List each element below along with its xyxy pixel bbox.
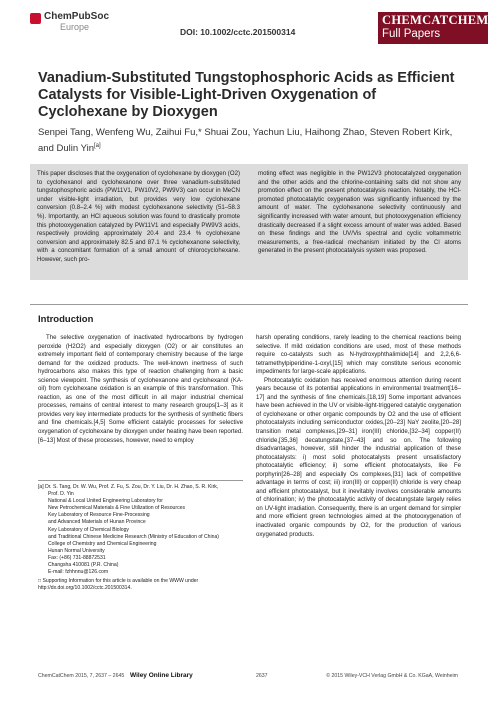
affiliation-line: E-mail: fzhhnnu@126.com: [48, 569, 109, 576]
affiliation-line: Hunan Normal University: [48, 547, 105, 554]
abstract-box: [30, 164, 468, 280]
doi-text[interactable]: DOI: 10.1002/cctc.201500314: [180, 27, 296, 37]
journal-banner: [378, 12, 488, 44]
affiliation-line: and Advanced Materials of Hunan Province: [48, 519, 146, 526]
authors-text: Senpei Tang, Wenfeng Wu, Zaihui Fu,* Shuai Zou, Yachun Liu, Haihong Zhao, Steven Robert Kirk, and Dulin Yin: [38, 127, 453, 154]
body-right-column: [256, 334, 461, 539]
intro-paragraph: Photocatalytic oxidation has received enormous attention during recent years because of its potential applications in environmental treatment[16–17] and the synthesis of fine chemicals.[18,19] Some important advances have been achieved in the UV or visible-light-triggered catalytic oxygenation of cyclohexane or other organic compounds by O2 and the use of efficient photocatalysts including semiconductor oxides,[20–23] NaY zeolite,[20–28] transition metal complexes,[29–31] iron(III) chloride,[32–34] copper(II) chloride,[35,36] decatungstate,[37–43] and so on. The following disadvantages, however, still hinder the industrial application of these photocatalysts: i) most solid photocatalysts present unsatisfactory photocatalytic efficiency; ii) some efficient photocatalysts, like Fe porphyrin[26–28] and especially Os complexes,[31] lack of competitive advantage in terms of cost; iii) iron(III) or copper(II) chloride is very cheap and efficient photocatalyst, but it inevitably involves considerable amounts of chlorination; iv) the photocatalytic activity of decatungstate largely relies on UV-light irradiation. Consequently, there is an urgent demand for simpler and more efficient green technologies aimed at the photooxygenation of inactivated organic compounds by O2, for the production of various oxygenated products.: [256, 376, 461, 538]
intro-paragraph: harsh operating conditions, rarely leading to the chemical reactions being selective. If mild oxidation conditions are used, most of these methods require co-catalysts such as N-hydroxyphthalimide[14] and 2,2,6,6-tetramethylpiperidine-1-oxyl,[15] which may constitute serious economic impediments for large-scale applications.: [256, 334, 461, 376]
affiliation-block: [38, 484, 243, 576]
page-header: [0, 0, 496, 40]
chempubsoc-logo: [30, 11, 112, 35]
affiliation-line: Fax: (+86) 731-88872531: [48, 554, 106, 561]
intro-paragraph: The selective oxygenation of inactivated hydrocarbons by hydrogen peroxide (H2O2) and especially dioxygen (O2) or air constitutes an extremely important field of contemporary chemistry because of the large demand for the oxidized products. The well-known inertness of such hydrocarbons also makes this type of reaction challenging from a basic science viewpoint. The synthesis of cyclohexanone and cyclohexanol (KA-oil) from cyclohexane oxidation is an example of this transformation. This reaction, as one of the most difficult in all major industrial chemical processes, remains of central interest to many research groups[1–3] as it provides very key intermediate products for the synthesis of synthetic fibers and fine chemicals.[4,5] Some efficient catalytic processes for selective oxygenation of cyclohexane by dioxygen under heating have been reported.[6–13] Most of these processes, however, need to employ: [38, 334, 243, 444]
affiliation-line: [a] Dr. S. Tang, Dr. W. Wu, Prof. Z. Fu, S. Zou, Dr. Y. Liu, Dr. H. Zhao, S. R. Kirk,: [38, 484, 219, 490]
supporting-info-icon: □: [38, 578, 42, 584]
author-list: [38, 127, 458, 155]
introduction-heading: Introduction: [38, 314, 94, 325]
authors-affiliation-mark: [a]: [93, 142, 101, 149]
logo-subtext: Europe: [60, 22, 90, 32]
section-label: Full Papers: [382, 28, 441, 40]
journal-name: CHEMCATCHEM: [382, 13, 489, 27]
supporting-info-text[interactable]: Supporting Information for this article is available on the WWW under http://dx.doi.org/10.1002/cctc.201500314.: [38, 578, 199, 591]
affiliation-line: Changsha 410081 (P.R. China): [48, 562, 119, 569]
page-number: 2637: [256, 673, 268, 679]
page-footer: [38, 673, 458, 681]
affiliation-line: Key Laboratory of Chemical Biology: [48, 526, 129, 533]
wiley-online-library-link[interactable]: Wiley Online Library: [130, 672, 193, 679]
supporting-info-note: [38, 578, 243, 592]
body-left-column: [38, 334, 243, 445]
affiliation-line: Prof. D. Yin: [48, 491, 74, 498]
article-title: Vanadium-Substituted Tungstophosphoric Acids as Efficient Catalysts for Visible-Light-Driven Oxygenation of Cyclohexane by Dioxygen: [38, 70, 455, 120]
footnote-divider: [38, 480, 243, 481]
affiliation-line: New Petrochemical Materials & Fine Utilization of Resources: [48, 505, 186, 512]
footer-copyright: © 2015 Wiley-VCH Verlag GmbH & Co. KGaA, Weinheim: [326, 673, 458, 679]
affiliation-line: National & Local United Engineering Laboratory for: [48, 498, 163, 505]
logo-text: ChemPubSoc: [44, 11, 110, 22]
abstract-right-column: moting effect was negligible in the PW12V3 photocatalyzed oxygenation and the other acids and the chlorine-containing salts did not show any promotion effect on the present photocatalysis reaction. Notably, the HCl-promoted photocatalytic oxygenation was significantly influenced by the amount of water. The cyclohexanone selectivity continuously and significantly increased with water amount, but photooxygenation efficiency drastically decreased if a slight excess amount of water was added. Based on these findings and the UV/Vis spectral and cyclic voltammetric measurements, a free-radical mechanism initiated by the Cl atoms generated in the present photocatalysis system was proposed.: [258, 170, 461, 255]
footer-citation: ChemCatChem 2015, 7, 2637 – 2645: [38, 673, 125, 679]
section-divider: [30, 304, 468, 305]
affiliation-line: Key Laboratory of Resource Fine-Processing: [48, 512, 150, 519]
abstract-left-column: This paper discloses that the oxygenation of cyclohexane by dioxygen (O2) to cyclohexanol and cyclohexanone over three vanadium-substituted tungstophosphoric acids (PW11V1, PW10V2, PW9V3) can occur in MeCN under visible-light irradiation, but provides very low cyclohexane conversion (0.8–2.4 %) with modest cyclohexanone selectivity (51–58.3 %). Importantly, an HCl aqueous solution was found to drastically promote this photooxygenation catalyzed by PW11V1 and especially PW9V3 acids, respectively providing approximately 20.4 and 23.4 % cyclohexane conversion and approximately 82.5 and 87.1 % cyclohexanone selectivity, with a concomitant formation of a small amount of chlorocyclohexane. However, such pro-: [37, 170, 240, 263]
affiliation-line: and Traditional Chinese Medicine Research (Ministry of Education of China): [48, 533, 220, 540]
affiliation-line: College of Chemistry and Chemical Engineering: [48, 540, 157, 547]
chempubsoc-icon: [30, 13, 41, 24]
